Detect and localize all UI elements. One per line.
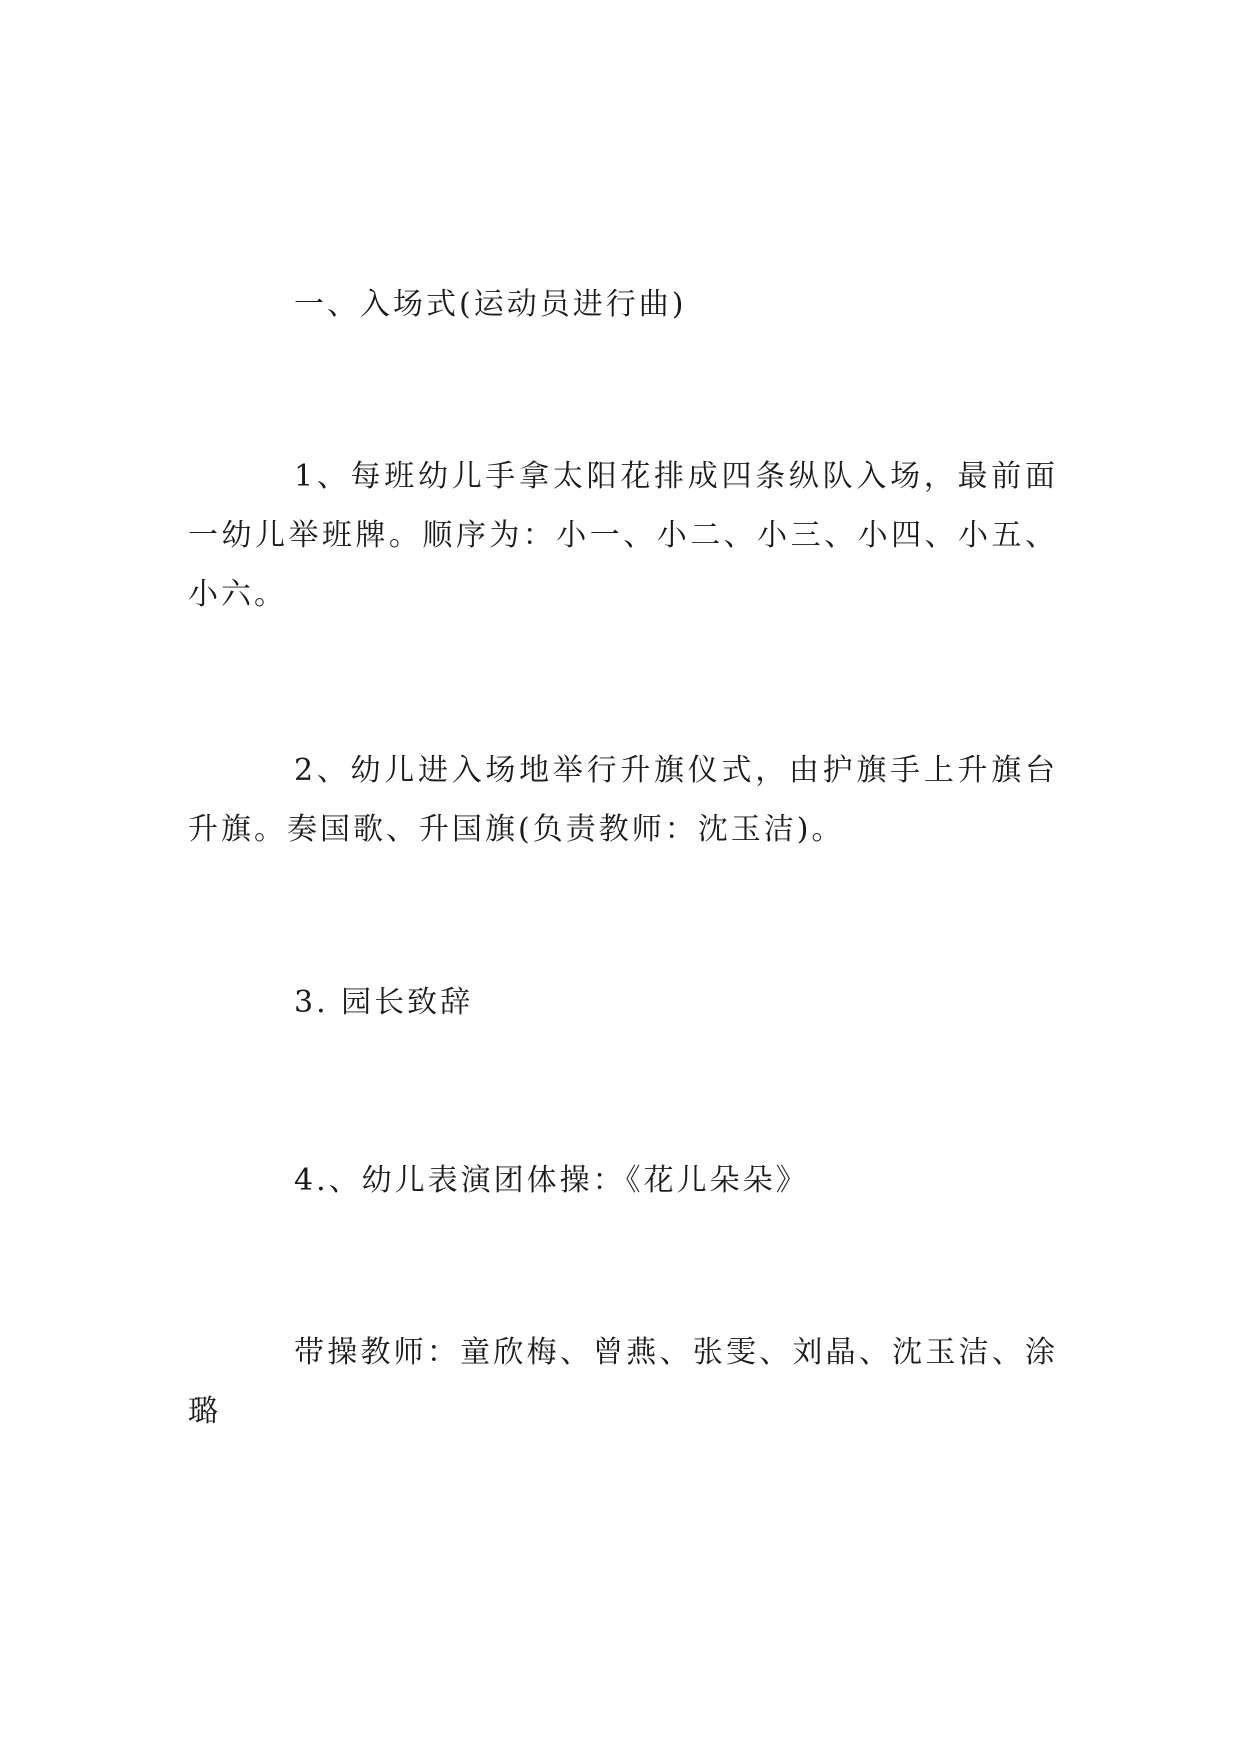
paragraph-principal-speech: 3. 园长致辞	[294, 985, 474, 1020]
paragraph-group-exercise: 4.、幼儿表演团体操：《花儿朵朵》	[294, 1163, 809, 1198]
paragraph-entrance-order: 1、每班幼儿手拿太阳花排成四条纵队入场，最前面一幼儿举班牌。顺序为：小一、小二、小三、小四、小五、小六。	[188, 459, 1058, 612]
paragraph-exercise-teachers: 带操教师：童欣梅、曾燕、张雯、刘晶、沈玉洁、涂璐	[188, 1335, 1058, 1429]
section-heading-entrance: 一、入场式(运动员进行曲)	[294, 287, 687, 322]
paragraph-flag-ceremony: 2、幼儿进入场地举行升旗仪式，由护旗手上升旗台升旗。奏国歌、升国旗(负责教师：沈玉洁)。	[188, 753, 1058, 847]
